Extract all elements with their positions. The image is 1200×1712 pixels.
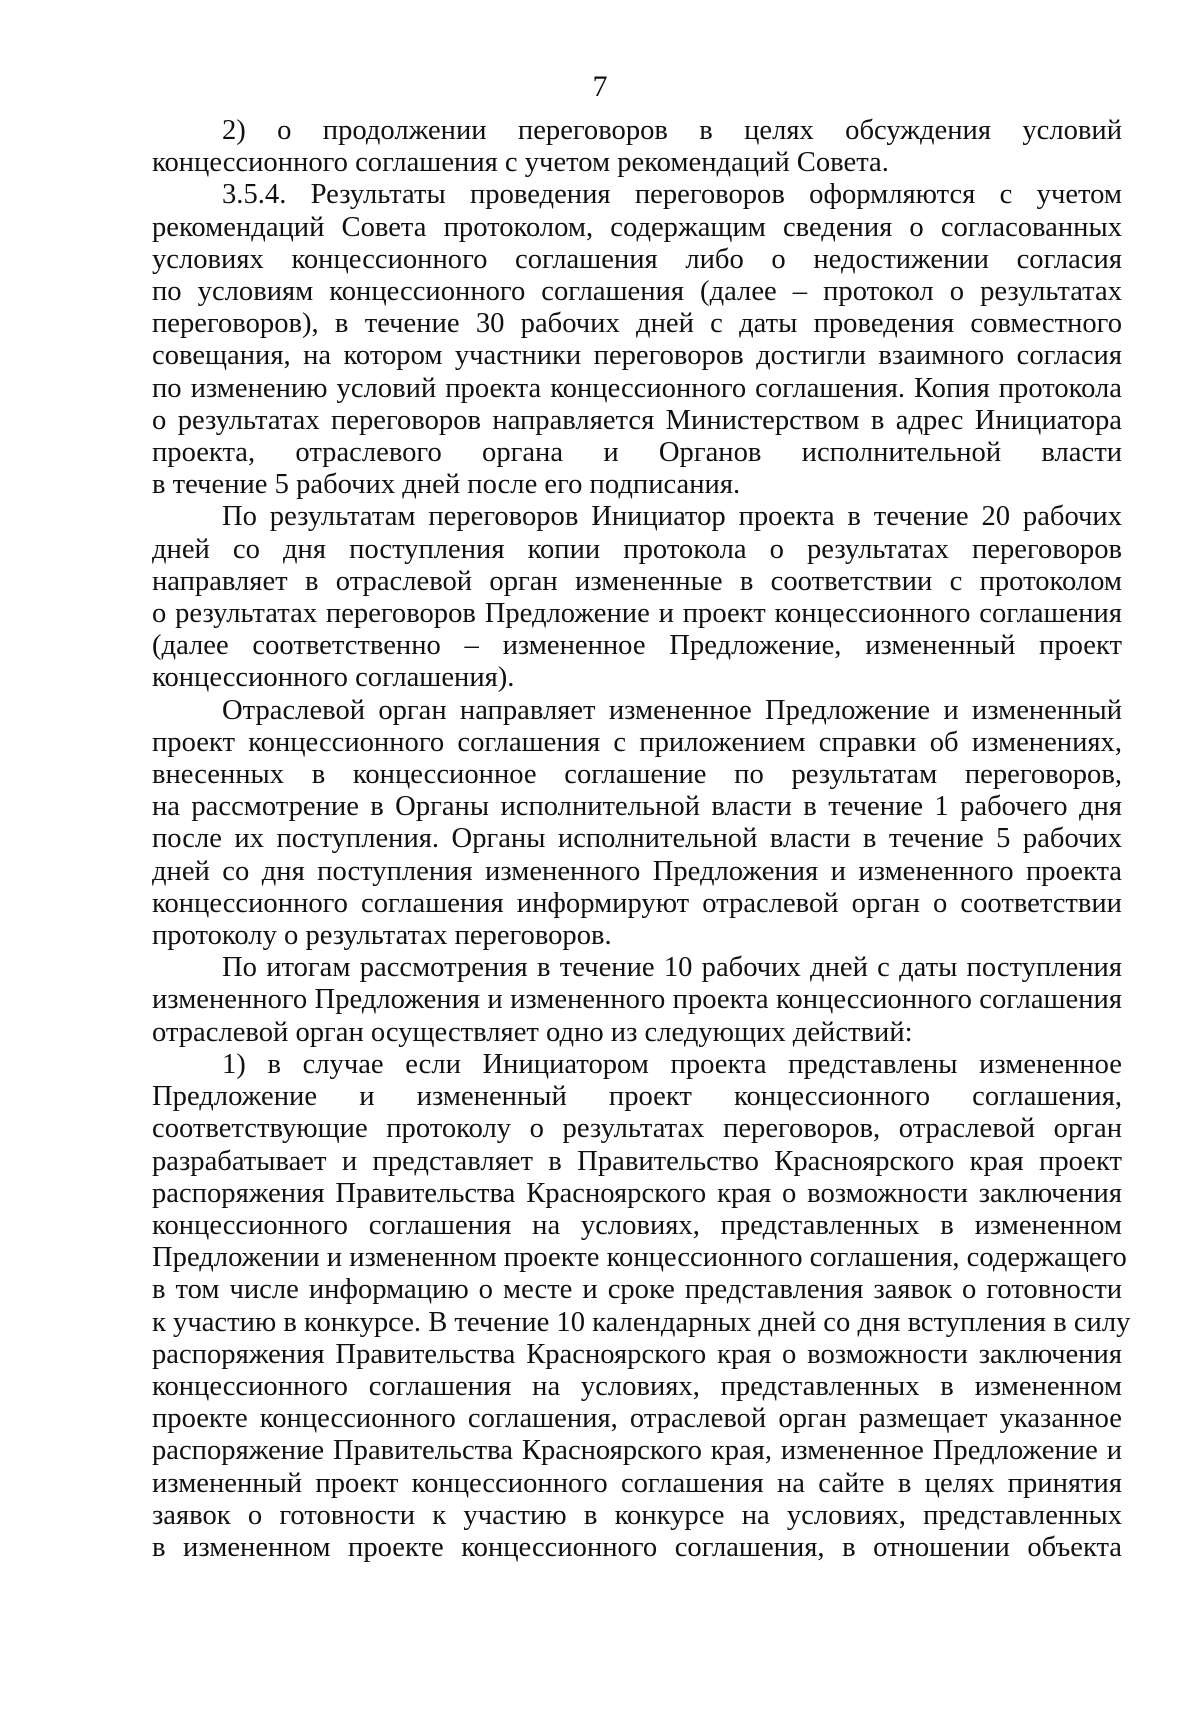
text-line: к участию в конкурсе. В течение 10 календарных дней со дня вступления в силу (152, 1306, 1131, 1338)
text-line: проекте концессионного соглашения, отраслевой орган размещает указанное (152, 1403, 1122, 1435)
text-line: 2) о продолжении переговоров в целях обсуждения условий (222, 115, 1122, 146)
text-line: Предложении и измененном проекте концессионного соглашения, содержащего (152, 1242, 1127, 1274)
text-line: соответствующие протоколу о результатах переговоров, отраслевой орган (152, 1113, 1122, 1145)
text-line: в измененном проекте концессионного соглашения, в отношении объекта (152, 1531, 1122, 1563)
text-line: условиях концессионного соглашения либо о недостижении согласия (152, 243, 1122, 275)
text-line: заявок о готовности к участию в конкурсе на условиях, представленных (152, 1499, 1122, 1531)
text-line: концессионного соглашения с учетом рекомендаций Совета. (152, 147, 889, 179)
text-line: (далее соответственно – измененное Предложение, измененный проект (152, 630, 1122, 662)
page-number: 7 (592, 70, 608, 103)
text-line: после их поступления. Органы исполнительной власти в течение 5 рабочих (152, 823, 1122, 855)
text-line: по условиям концессионного соглашения (далее – протокол о результатах (152, 276, 1122, 308)
text-line: концессионного соглашения на условиях, представленных в измененном (152, 1209, 1122, 1241)
paragraph (152, 179, 1122, 501)
text-line: о результатах переговоров направляется Министерством в адрес Инициатора (152, 404, 1122, 436)
text-line: проект концессионного соглашения с приложением справки об изменениях, (152, 726, 1122, 758)
text-line: в течение 5 рабочих дней после его подписания. (152, 469, 741, 501)
text-line: По итогам рассмотрения в течение 10 рабочих дней с даты поступления (222, 952, 1122, 984)
text-line: Предложение и измененный проект концессионного соглашения, (152, 1081, 1122, 1113)
text-line: в том числе информацию о месте и сроке представления заявок о готовности (152, 1274, 1122, 1306)
text-line: отраслевой орган осуществляет одно из следующих действий: (152, 1016, 913, 1048)
text-line: дней со дня поступления копии протокола о результатах переговоров (152, 533, 1122, 565)
text-line: рекомендаций Совета протоколом, содержащим сведения о согласованных (152, 211, 1122, 243)
paragraph (152, 1048, 1131, 1564)
text-line: концессионного соглашения информируют отраслевой орган о соответствии (152, 887, 1122, 919)
paragraph (152, 952, 1122, 1049)
text-line: о результатах переговоров Предложение и проект концессионного соглашения (152, 598, 1122, 630)
text-line: переговоров), в течение 30 рабочих дней с даты проведения совместного (152, 308, 1122, 340)
text-line: направляет в отраслевой орган измененные в соответствии с протоколом (152, 565, 1122, 597)
text-line: распоряжения Правительства Красноярского края о возможности заключения (152, 1338, 1122, 1370)
text-line: 1) в случае если Инициатором проекта представлены измененное (222, 1048, 1122, 1080)
paragraph (152, 501, 1122, 694)
text-line: измененного Предложения и измененного проекта концессионного соглашения (152, 984, 1122, 1016)
text-line: протоколу о результатах переговоров. (152, 920, 612, 952)
text-line: разрабатывает и представляет в Правительство Красноярского края проект (152, 1145, 1122, 1177)
paragraph (152, 115, 1122, 179)
paragraph (152, 695, 1122, 953)
text-line: проекта, отраслевого органа и Органов исполнительной власти (152, 437, 1122, 469)
text-line: концессионного соглашения). (152, 662, 515, 694)
text-line: 3.5.4. Результаты проведения переговоров оформляются с учетом (222, 179, 1122, 211)
text-line: концессионного соглашения на условиях, представленных в измененном (152, 1370, 1122, 1402)
text-line: по изменению условий проекта концессионного соглашения. Копия протокола (152, 372, 1122, 404)
text-line: на рассмотрение в Органы исполнительной власти в течение 1 рабочего дня (152, 791, 1122, 823)
text-line: распоряжения Правительства Красноярского края о возможности заключения (152, 1177, 1122, 1209)
text-line: совещания, на котором участники переговоров достигли взаимного согласия (152, 340, 1122, 372)
text-line: распоряжение Правительства Красноярского края, измененное Предложение и (152, 1435, 1122, 1467)
document-body (152, 115, 1131, 1564)
text-line: дней со дня поступления измененного Предложения и измененного проекта (152, 855, 1122, 887)
text-line: внесенных в концессионное соглашение по результатам переговоров, (152, 759, 1122, 791)
text-line: По результатам переговоров Инициатор проекта в течение 20 рабочих (222, 501, 1122, 533)
text-line: измененный проект концессионного соглашения на сайте в целях принятия (152, 1467, 1122, 1499)
text-line: Отраслевой орган направляет измененное Предложение и измененный (222, 694, 1122, 726)
